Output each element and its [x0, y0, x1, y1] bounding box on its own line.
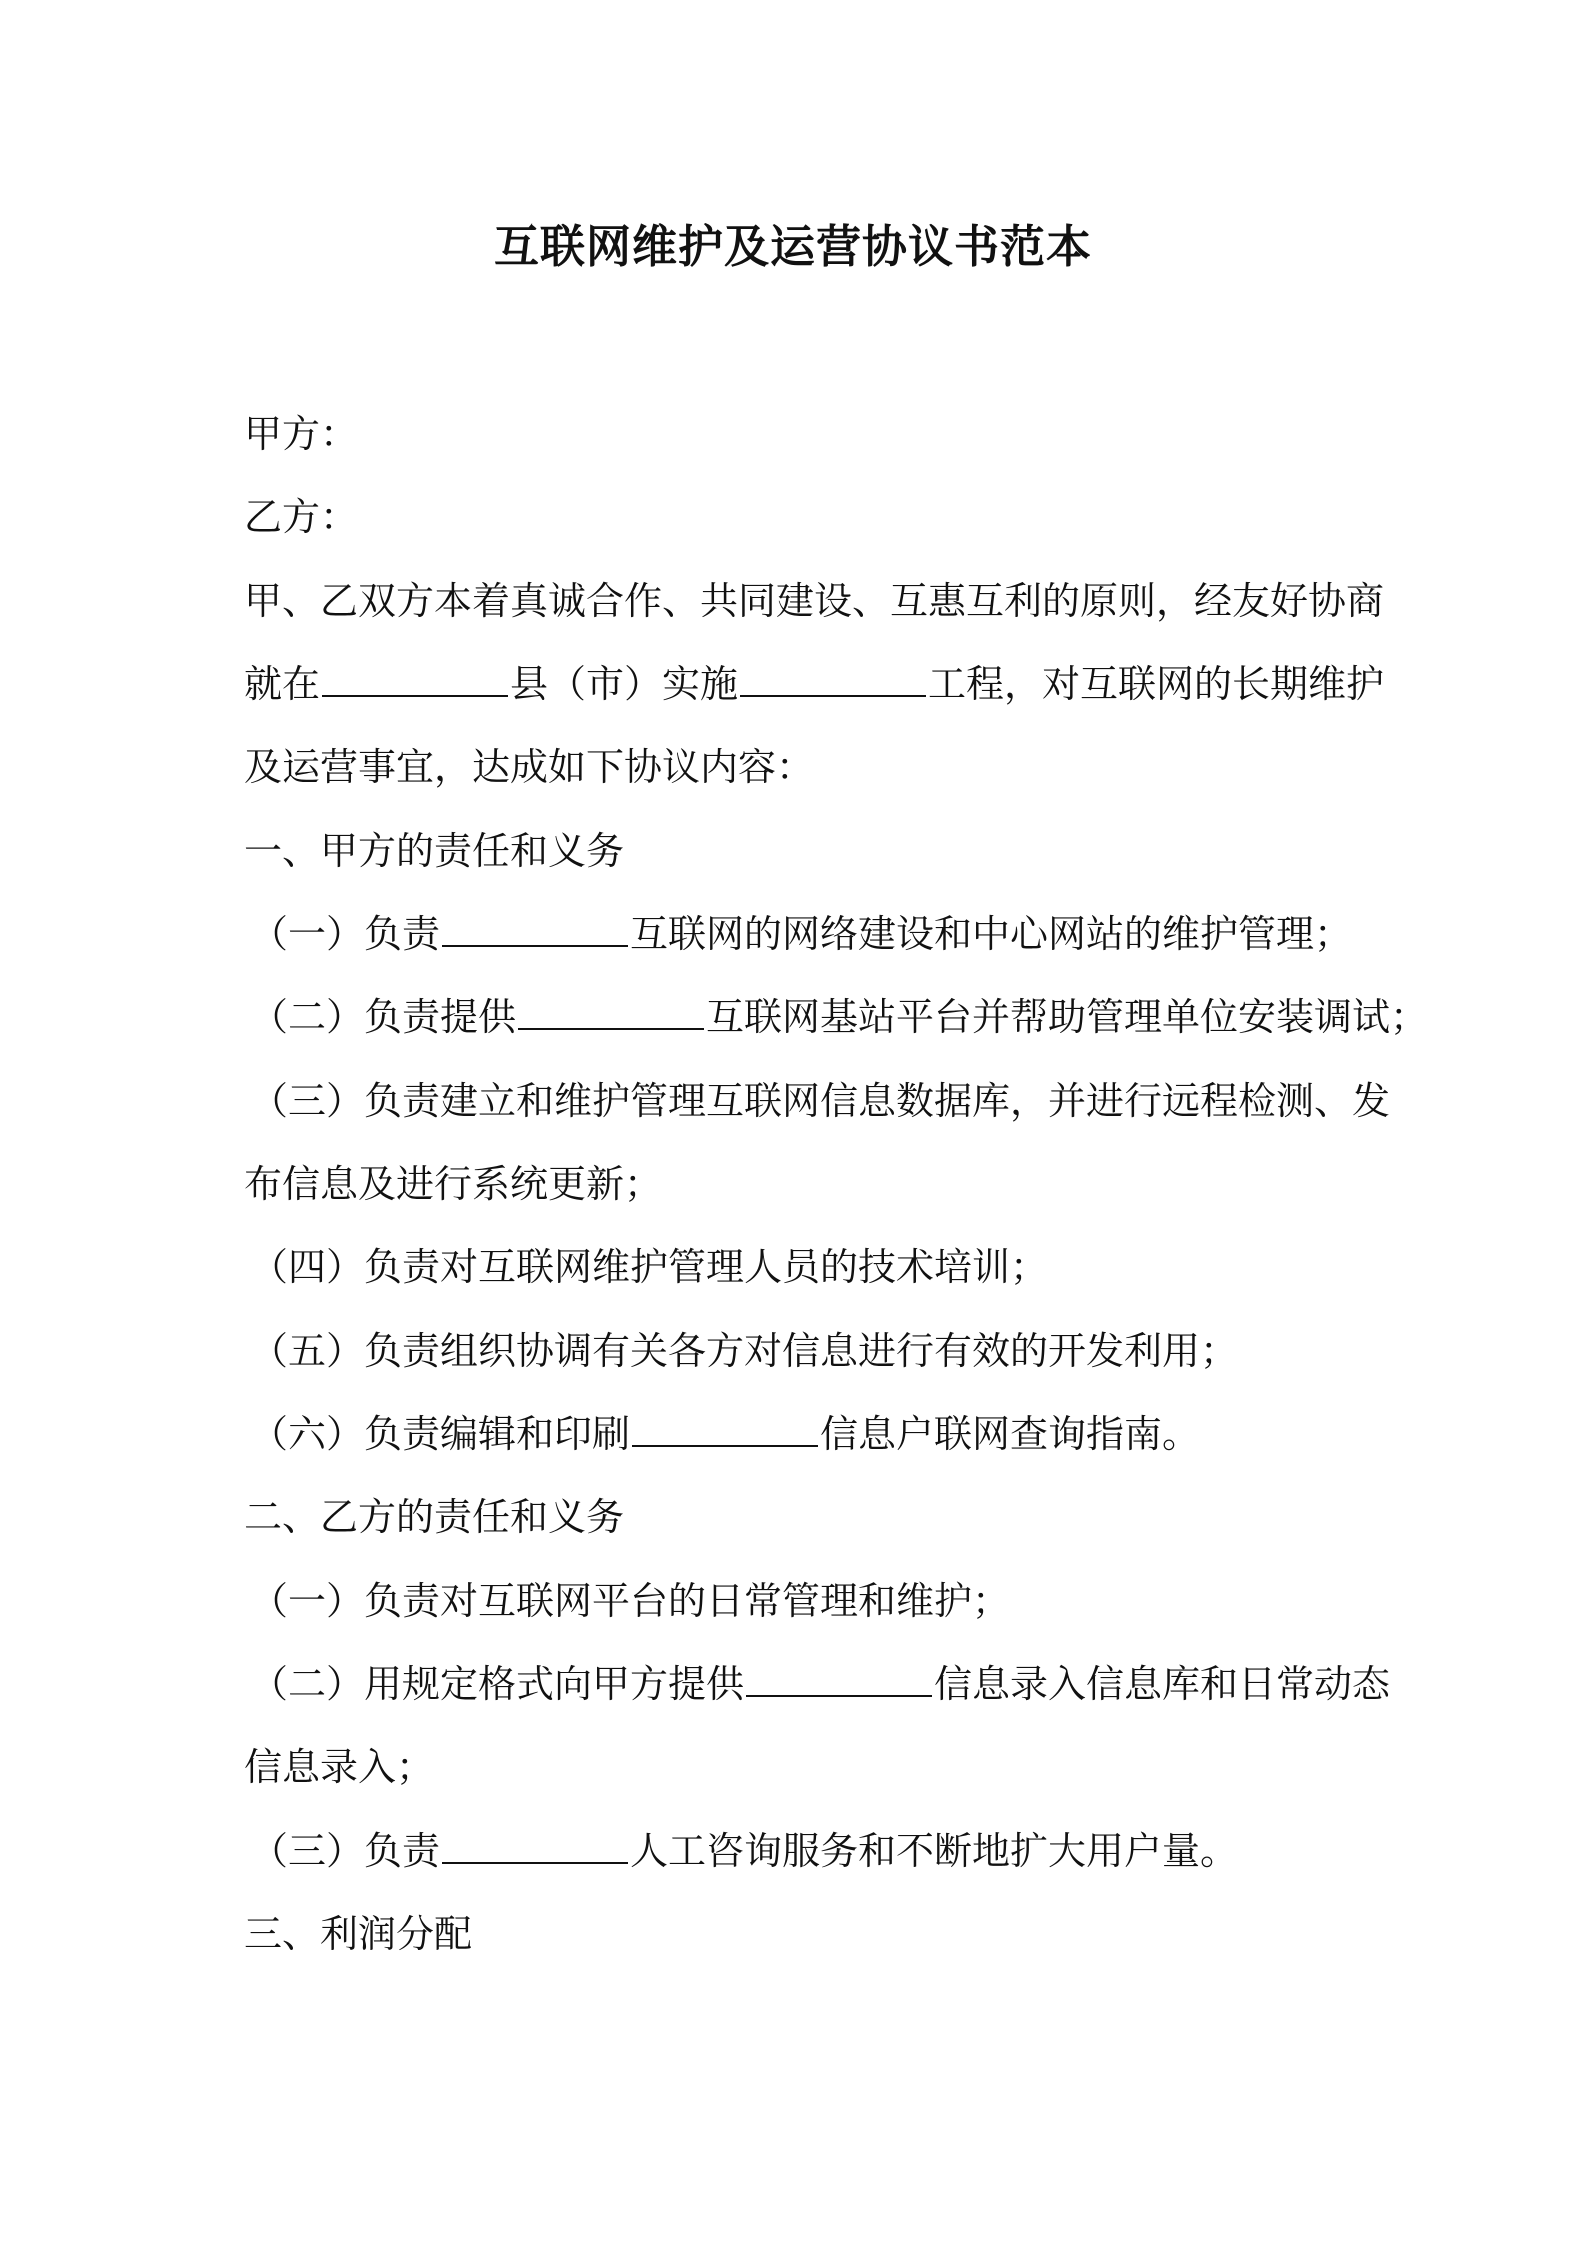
section-1-item-3-line-1: （三）负责建立和维护管理互联网信息数据库，并进行远程检测、发: [250, 1079, 1391, 1123]
s2-item3-blank: [442, 1828, 628, 1864]
section-1-item-6-part-a: （六）负责编辑和印刷: [250, 1412, 631, 1456]
s2-item2-blank: [746, 1661, 932, 1697]
section-2-heading: 二、乙方的责任和义务: [244, 1495, 625, 1539]
section-1-item-1: [250, 904, 1370, 964]
section-1-item-2-part-b: 互联网基站平台并帮助管理单位安装调试；: [706, 995, 1429, 1039]
section-1-item-2: [250, 987, 1429, 1047]
section-1-item-1-part-a: （一）负责: [250, 912, 441, 956]
intro-line-3: 及运营事宜，达成如下协议内容：: [244, 745, 815, 789]
intro-line-2-part-a: 就在: [244, 662, 321, 706]
intro-line-2: [244, 654, 1385, 714]
s1-item6-blank: [632, 1411, 818, 1447]
party-a-label: 甲方：: [244, 412, 359, 456]
section-1-item-3-line-2: 布信息及进行系统更新；: [244, 1162, 663, 1206]
section-2-item-2: [250, 1654, 1391, 1714]
section-2-item-1: （一）负责对互联网平台的日常管理和维护；: [250, 1579, 1011, 1623]
section-3-heading: 三、利润分配: [244, 1912, 473, 1956]
s1-item1-blank: [442, 911, 628, 947]
section-2-item-3-part-a: （三）负责: [250, 1829, 441, 1873]
section-2-item-2-line-2: 信息录入；: [244, 1745, 435, 1789]
section-1-item-4: （四）负责对互联网维护管理人员的技术培训；: [250, 1245, 1049, 1289]
project-blank: [740, 661, 926, 697]
county-blank: [322, 661, 508, 697]
intro-line-2-part-b: 县（市）实施: [510, 662, 739, 706]
section-2-item-3: [250, 1821, 1370, 1881]
section-1-item-2-part-a: （二）负责提供: [250, 995, 517, 1039]
section-2-item-2-part-b: 信息录入信息库和日常动态: [934, 1662, 1391, 1706]
s1-item2-blank: [518, 994, 704, 1030]
section-1-item-1-part-b: 互联网的网络建设和中心网站的维护管理；: [630, 912, 1353, 956]
intro-line-1: 甲、乙双方本着真诚合作、共同建设、互惠互利的原则，经友好协商: [244, 579, 1385, 623]
document-title: 互联网维护及运营协议书范本: [493, 220, 1092, 273]
intro-line-2-part-c: 工程，对互联网的长期维护: [928, 662, 1385, 706]
section-1-item-6: [250, 1404, 1370, 1464]
section-1-heading: 一、甲方的责任和义务: [244, 829, 625, 873]
section-1-item-6-part-b: 信息户联网查询指南。: [820, 1412, 1201, 1456]
party-b-label: 乙方：: [244, 495, 359, 539]
section-2-item-3-part-b: 人工咨询服务和不断地扩大用户量。: [630, 1829, 1239, 1873]
section-1-item-5: （五）负责组织协调有关各方对信息进行有效的开发利用；: [250, 1329, 1239, 1373]
section-2-item-2-part-a: （二）用规定格式向甲方提供: [250, 1662, 745, 1706]
